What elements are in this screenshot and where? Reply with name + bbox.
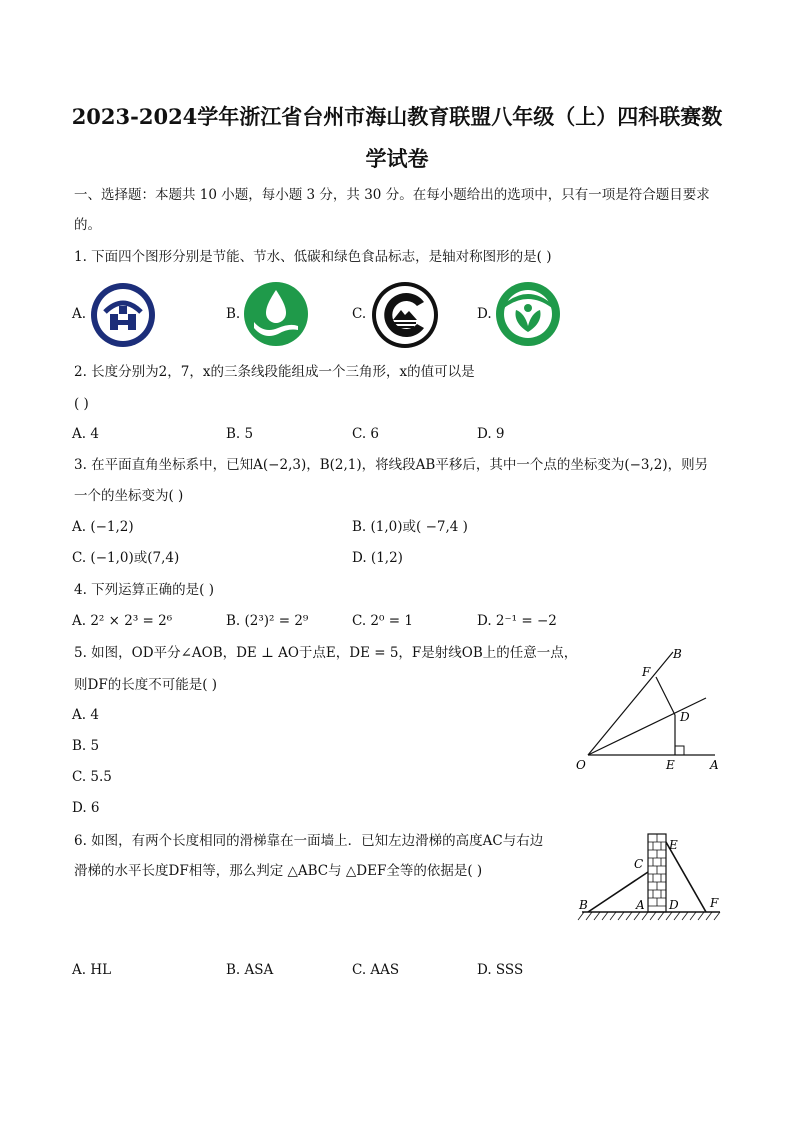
- label-e: E: [669, 838, 678, 852]
- brick-wall: [648, 834, 666, 912]
- label-f: F: [642, 665, 651, 679]
- q2-option-a: A. 4: [72, 426, 99, 442]
- q3-stem-line1: 3. 在平面直角坐标系中，已知A(−2,3)，B(2,1)，将线段AB平移后，其中一个点的坐标变为(−3,2)，则另: [74, 457, 709, 473]
- q1-option-b-label: B.: [226, 306, 241, 322]
- label-e: E: [666, 758, 675, 772]
- q5-option-d: D. 6: [72, 800, 100, 816]
- q5-stem-line1: 5. 如图，OD平分∠AOB，DE ⊥ AO于点E，DE = 5，F是射线OB上的任意一点，: [74, 645, 578, 661]
- label-d: D: [669, 898, 679, 912]
- q6-stem-line1: 6. 如图，有两个长度相同的滑梯靠在一面墙上．已知左边滑梯的高度AC与右边: [74, 833, 544, 849]
- section-instructions-line1: 一、选择题：本题共 10 小题，每小题 3 分，共 30 分。在每小题给出的选项中，只有一项是符合题目要求: [74, 187, 710, 203]
- q6-option-b: B. ASA: [226, 962, 274, 978]
- q1-stem: 1. 下面四个图形分别是节能、节水、低碳和绿色食品标志，是轴对称图形的是( ): [74, 249, 552, 265]
- label-b: B: [673, 647, 682, 661]
- q5-angle-figure: [570, 640, 730, 784]
- q5-stem-line2: 则DF的长度不可能是( ): [74, 677, 218, 693]
- q3-stem-line2: 一个的坐标变为( ): [74, 488, 184, 504]
- q3-option-b: B. (1,0)或( −7,4 ): [352, 519, 468, 535]
- q4-option-c: C. 2⁰ = 1: [352, 613, 413, 629]
- q3-option-d: D. (1,2): [352, 550, 403, 566]
- q5-option-c: C. 5.5: [72, 769, 112, 785]
- q5-option-b: B. 5: [72, 738, 100, 754]
- low-carbon-logo-icon: [370, 280, 440, 354]
- q6-option-a: A. HL: [72, 962, 112, 978]
- green-food-logo-icon: [494, 280, 562, 352]
- ray-ob: [588, 652, 673, 755]
- label-o: O: [576, 758, 586, 772]
- q2-paren: ( ): [74, 396, 89, 412]
- q4-option-d: D. 2⁻¹ = −2: [477, 613, 557, 629]
- ground-hatching: [578, 912, 720, 920]
- label-c: C: [634, 857, 644, 871]
- q6-slide-figure: [574, 828, 724, 932]
- q6-option-c: C. AAS: [352, 962, 400, 978]
- water-saving-logo-icon: [242, 280, 310, 352]
- q3-option-c: C. (−1,0)或(7,4): [72, 550, 180, 566]
- section-instructions-line2: 的。: [74, 217, 101, 233]
- q4-option-b: B. (2³)² = 2⁹: [226, 613, 309, 629]
- q4-stem: 4. 下列运算正确的是( ): [74, 582, 214, 598]
- q2-option-c: C. 6: [352, 426, 380, 442]
- label-d: D: [680, 710, 690, 724]
- q2-option-d: D. 9: [477, 426, 505, 442]
- q3-option-a: A. (−1,2): [72, 519, 134, 535]
- q2-stem: 2. 长度分别为2，7，x的三条线段能组成一个三角形，x的值可以是: [74, 364, 475, 380]
- q1-option-a-label: A.: [72, 306, 87, 322]
- q1-option-d-label: D.: [477, 306, 492, 322]
- label-a: A: [710, 758, 719, 772]
- label-b: B: [579, 898, 588, 912]
- exam-title-line2: 学试卷: [365, 146, 429, 171]
- energy-saving-logo-icon: [88, 280, 158, 354]
- q4-option-a: A. 2² × 2³ = 2⁶: [72, 613, 173, 629]
- label-f: F: [710, 896, 719, 910]
- ray-od: [588, 698, 706, 755]
- right-angle-mark: [675, 746, 684, 755]
- q2-option-b: B. 5: [226, 426, 254, 442]
- q5-option-a: A. 4: [72, 707, 99, 723]
- q1-option-c-label: C.: [352, 306, 367, 322]
- exam-title-line1: 2023-2024学年浙江省台州市海山教育联盟八年级（上）四科联赛数: [71, 104, 723, 129]
- label-a: A: [636, 898, 645, 912]
- q6-stem-line2: 滑梯的水平长度DF相等，那么判定 △ABC与 △DEF全等的依据是( ): [74, 863, 483, 879]
- segment-df: [656, 677, 675, 715]
- q6-option-d: D. SSS: [477, 962, 524, 978]
